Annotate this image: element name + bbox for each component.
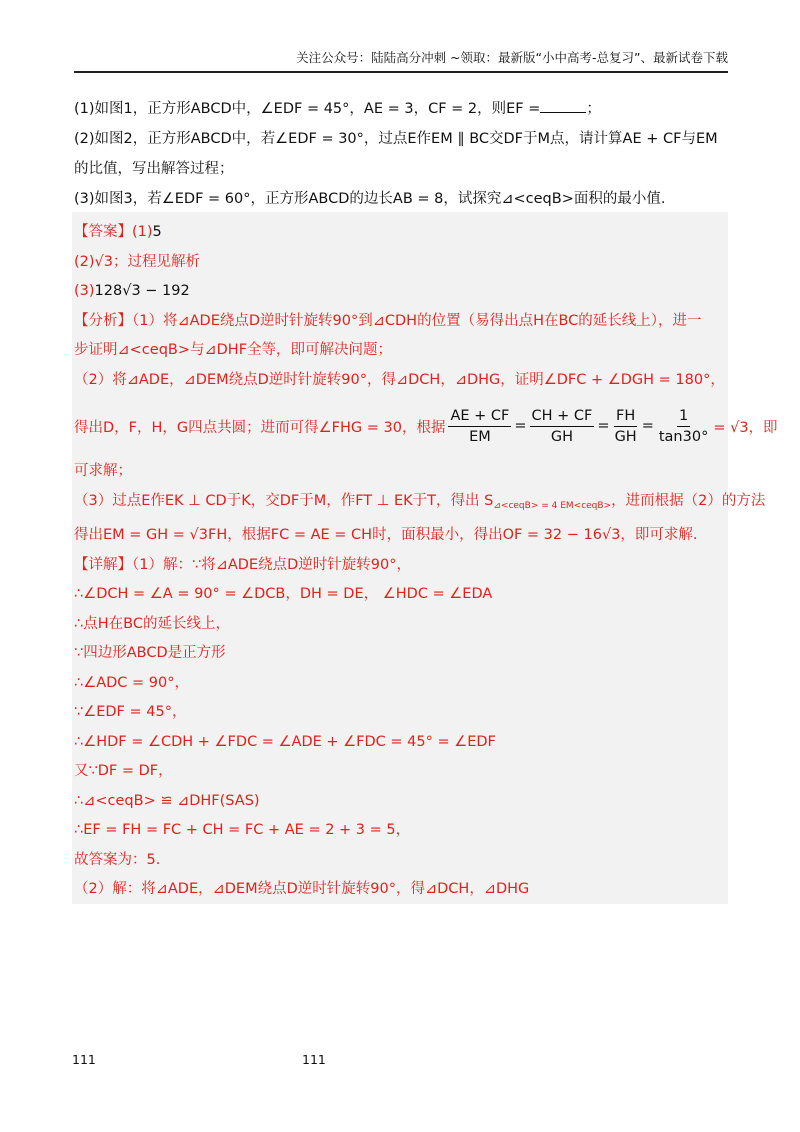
- question-2-line-1: (2)如图2，正方形ABCD中，若∠EDF = 30°，过点E作EM ∥ BC交DF于M点，请计算AE + CF与EM: [74, 131, 718, 147]
- fraction-2: $\frac{CH + CF}{GH}$: [531, 407, 593, 445]
- solution-panel: [72, 212, 778, 904]
- analysis-line-3: （2）将⊿ADE，⊿DEM绕点D逆时针旋转90°，得⊿DCH，⊿DHG，证明∠DFC + ∠DGH = 180°，: [74, 371, 725, 388]
- fraction-4: $\frac{1}{\tan 30^\circ}$: [658, 407, 709, 445]
- footer-center: 111: [302, 1052, 326, 1067]
- detail-line-6: ∵∠EDF = 45°，: [74, 704, 187, 720]
- question-1: (1)如图1，正方形ABCD中，∠EDF = 45°，AE = 3，CF = 2，则EF = ；: [74, 94, 728, 124]
- detail-line-5: ∴∠ADC = 90°，: [74, 674, 190, 691]
- question-2-line-2: 的比值，写出解答过程；: [74, 161, 234, 177]
- detail-line-1: 【详解】（1）解：∵将⊿ADE绕点D逆时针旋转90°，: [74, 556, 411, 573]
- detail-line-12: （2）解：将⊿ADE，⊿DEM绕点D逆时针旋转90°，得⊿DCH，⊿DHG: [74, 881, 530, 897]
- answer-label: 【答案】: [74, 224, 132, 240]
- question-3: (3)如图3，若∠EDF = 60°，正方形ABCD的边长AB = 8，试探究⊿<ceqB>面积的最小值.: [74, 191, 666, 207]
- fraction-3: $\frac{FH}{GH}$: [614, 407, 637, 445]
- answer-line-2: (2)√3；过程见解析: [74, 253, 201, 270]
- answer-line-3: (3)128√3 − 192: [74, 283, 190, 299]
- detail-line-9: ∴⊿<ceqB> ≌ ⊿DHF(SAS): [74, 792, 260, 809]
- answer-1-value: 5: [152, 224, 162, 240]
- analysis-label: 【分析】: [74, 312, 132, 329]
- question-block: [74, 94, 728, 214]
- detail-line-3: ∴点H在BC的延长线上，: [74, 615, 230, 632]
- answer-line-1: 【答案】(1)5: [74, 224, 162, 240]
- detail-line-4: ∵四边形ABCD是正方形: [74, 645, 226, 661]
- analysis-line-6: （3）过点E作EK ⊥ CD于K，交DF于M，作FT ⊥ EK于T，得出 $S_{⊿<ceqB> = 4 EM<ceqB>}$，进而根据（2）的方法: [74, 492, 766, 511]
- detail-line-7: ∴∠HDF = ∠CDH + ∠FDC = ∠ADE + ∠FDC = 45° = ∠EDF: [74, 733, 496, 750]
- footer-left: 111: [72, 1052, 96, 1067]
- analysis-fraction-line: 得出D，F，H，G四点共圆；进而可得∠FHG = 30，根据 $\frac{AE + CF}{EM}$ = $\frac{CH + CF}{GH}$ = $\frac{FH}{GH}$ = $\frac{1}{\tan 30^\circ}$ = √3，即: [74, 407, 778, 445]
- answer-2-value: √3；过程见解析: [94, 253, 201, 270]
- analysis-line-5: 可求解；: [74, 463, 132, 479]
- detail-line-10: ∴EF = FH = FC + CH = FC + AE = 2 + 3 = 5，: [74, 822, 411, 838]
- detail-line-11: 故答案为：5.: [74, 851, 161, 868]
- detail-label: 【详解】: [74, 556, 132, 573]
- page-header: [74, 48, 728, 73]
- analysis-line-2: 步证明⊿<ceqB>与⊿DHF全等，即可解决问题；: [74, 342, 393, 358]
- header-text: 关注公众号：陆陆高分冲刺 ~领取：最新版“小中高考-总复习”、最新试卷下载: [296, 50, 728, 65]
- detail-line-8: 又∵DF = DF，: [74, 763, 173, 779]
- detail-line-2: ∴∠DCH = ∠A = 90° = ∠DCB，DH = DE， ∠HDC = ∠EDA: [74, 586, 493, 602]
- analysis-line-1: 【分析】（1）将⊿ADE绕点D逆时针旋转90°到⊿CDH的位置（易得出点H在BC的延长线上），进一: [74, 312, 702, 329]
- answer-3-value: 128√3 − 192: [94, 283, 190, 299]
- analysis-line-7: 得出EM = GH = √3FH，根据FC = AE = CH时，面积最小，得出OF = 32 − 16√3，即可求解.: [74, 527, 698, 543]
- fraction-1: $\frac{AE + CF}{EM}$: [450, 407, 510, 445]
- answer-blank: [540, 98, 586, 113]
